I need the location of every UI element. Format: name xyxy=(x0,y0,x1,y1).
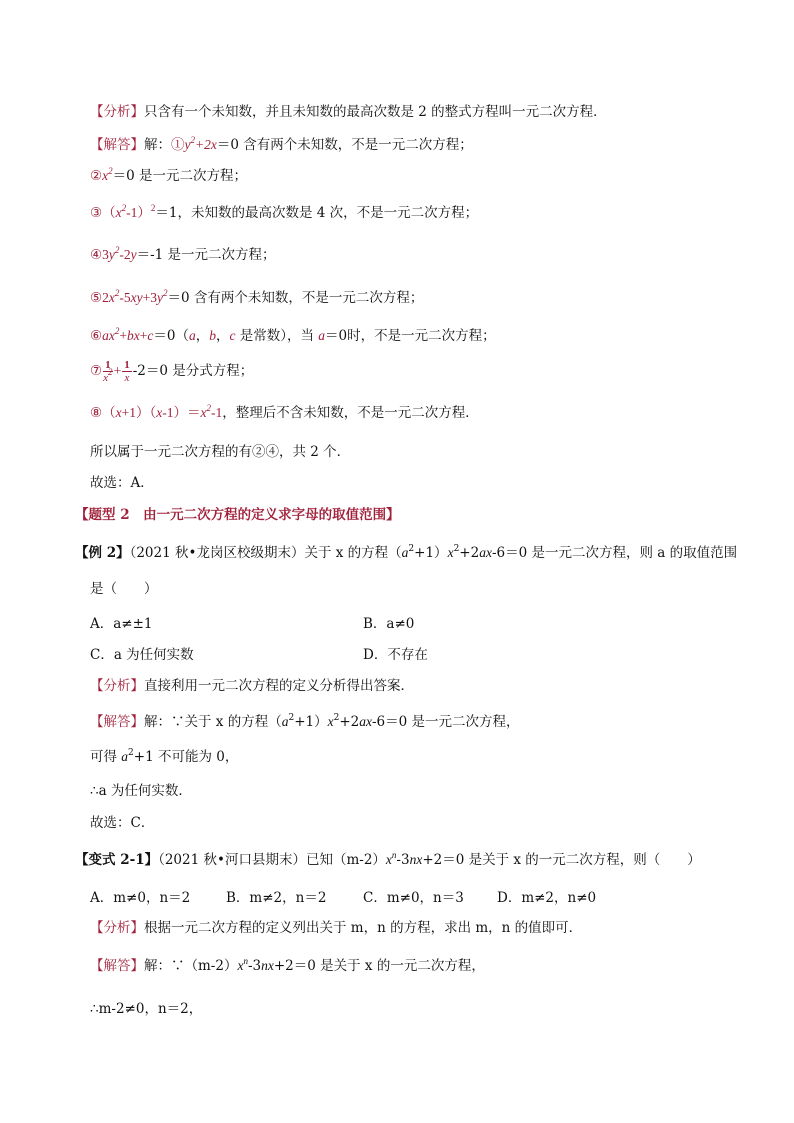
item-number: ⑥ xyxy=(90,328,103,344)
answer-tag: 【解答】 xyxy=(90,958,144,974)
answer-text-a: 解：∵（m-2） xyxy=(144,958,238,974)
equation-2: $x^2$ xyxy=(102,166,113,183)
example-2-option-a: A．a≠±1 xyxy=(90,616,153,632)
analysis-1 xyxy=(90,103,607,121)
answer-1-item-5 xyxy=(90,289,423,307)
variant-source: （2021 秋•河口县期末） xyxy=(158,852,306,868)
item-text: ，整理后不含未知数，不是一元二次方程． xyxy=(222,405,479,421)
answer-text-b: ＝0 是关于 x 的一元二次方程， xyxy=(293,958,485,974)
variant-option-a: A．m≠0，n＝2 xyxy=(90,890,191,906)
item-number: ⑧ xyxy=(90,405,103,421)
item-text: ＝0 是一元二次方程； xyxy=(112,168,247,184)
equation-8: $(x+1)(x-1)=x^2-1$ xyxy=(102,403,223,420)
step-text: 不可能为 0， xyxy=(157,749,239,765)
analysis-tag: 【分析】 xyxy=(90,678,144,694)
equation-5: $2x^2-5xy+3y^2$ xyxy=(102,288,168,305)
answer-tag: 【解答】 xyxy=(90,714,144,730)
item-text: ＝-1 是一元二次方程； xyxy=(136,247,276,263)
example-2-option-c: C．a 为任何实数 xyxy=(90,647,194,663)
item-text: ＝0 含有两个未知数，不是一元二次方程； xyxy=(167,290,424,306)
equation-6: $ax^2+bx+c$ xyxy=(102,326,154,343)
item-text: -2＝0 是分式方程； xyxy=(132,363,254,379)
analysis-text: 根据一元二次方程的定义列出关于 m，n 的方程，求出 m，n 的值即可． xyxy=(144,920,583,936)
fraction-1-over-x-squared: $\frac{1}{x^2}$ xyxy=(103,359,113,384)
answer-1-item-4 xyxy=(90,246,276,264)
answer-1-item-3 xyxy=(90,204,478,222)
variant-text-a: 已知（m-2） xyxy=(305,852,386,868)
equation-3: $(x^2-1)^2$ xyxy=(102,203,156,220)
variant-2-1-stem: 【变式 2-1】（2021 秋•河口县期末）已知$(m-2)x^n-3nx+2=0$ 是关于 x 的一元二次方程，则（ ） xyxy=(75,850,701,868)
example-2-analysis xyxy=(90,677,414,695)
equation-4: $3y^2-2y$ xyxy=(102,245,137,262)
example-2-stem: 【例 2】（2021 秋•龙岗区校级期末）关于 x 的方程$(a^2+1)x^2+2ax-6=0$ 是一元二次方程，则 a 的取值范围 xyxy=(75,544,738,561)
variant-step-1: ∴m-2≠0，n＝2， xyxy=(90,1001,203,1017)
item-text: ＝0（ xyxy=(153,328,189,344)
answer-1-item-1 xyxy=(90,136,473,154)
item-number: ③ xyxy=(90,205,103,221)
analysis-text: 只含有一个未知数，并且未知数的最高次数是 2 的整式方程叫一元二次方程． xyxy=(144,104,607,120)
item-number: ② xyxy=(90,168,103,184)
item-text-2: 是常数），当 xyxy=(239,328,319,344)
section-title: 【题型 2 由一元二次方程的定义求字母的取值范围】 xyxy=(75,507,400,523)
variant-tag: 【变式 2-1】 xyxy=(75,852,159,868)
variant-option-b: B．m≠2，n＝2 xyxy=(226,890,327,906)
answer-prefix: 解： xyxy=(144,137,171,153)
item-number: ⑦ xyxy=(90,363,103,379)
example-text-b: ＝0 是一元二次方程，则 a 的取值范围 xyxy=(505,545,738,561)
variant-answer: 【解答】解：$\because(m-2)x^n-3nx+2=0$ 是关于 x 的一元二次方程， xyxy=(90,956,485,974)
item-text: ＝0 含有两个未知数，不是一元二次方程； xyxy=(216,137,473,153)
answer-1-summary: 所以属于一元二次方程的有②④，共 2 个． xyxy=(90,444,351,460)
variant-analysis xyxy=(90,919,582,937)
item-text-3: ＝0时，不是一元二次方程； xyxy=(325,328,496,344)
example-2-answer: 【解答】解：∵关于 x 的方程$(a^2+1)x^2+2ax-6=0$ 是一元二次方程， xyxy=(90,713,520,730)
answer-1-choice: 故选：A． xyxy=(90,475,154,491)
example-2-choice: 故选：C． xyxy=(90,815,155,831)
example-tag: 【例 2】 xyxy=(75,545,130,561)
answer-1-item-8 xyxy=(90,404,479,422)
analysis-tag: 【分析】 xyxy=(90,104,144,120)
example-text-a: 关于 x 的方程（ xyxy=(304,545,402,561)
answer-1-item-2 xyxy=(90,167,247,185)
analysis-tag: 【分析】 xyxy=(90,920,144,936)
analysis-text: 直接利用一元二次方程的定义分析得出答案． xyxy=(144,678,414,694)
item-number: ④ xyxy=(90,247,103,263)
variant-option-d: D．m≠2，n≠0 xyxy=(497,890,597,906)
equation-1: $y^2+2x$ xyxy=(184,135,217,152)
variant-text-b: ＝0 是关于 x 的一元二次方程，则（ ） xyxy=(442,852,701,868)
item-number: ① xyxy=(171,137,185,153)
answer-text-a: 解：∵关于 x 的方程（ xyxy=(144,714,282,730)
example-2-option-d: D．不存在 xyxy=(363,647,428,663)
answer-1-item-6: $⑥ax^2+bx+c=0(a$，b，c 是常数），当 a＝0时，不是一元二次方程； xyxy=(90,326,496,344)
example-2-step-1: 可得 $a^2+1$ 不可能为 0， xyxy=(90,748,239,765)
example-2-option-b: B．a≠0 xyxy=(363,616,415,632)
answer-1-item-7: ⑦ $\frac{1}{x^2}$ + $\frac{1}{x}$ -2＝0 是分式方程； xyxy=(90,359,254,384)
example-2-stem-cont: 是（ ） xyxy=(90,581,158,597)
answer-text-b: ＝0 是一元二次方程， xyxy=(385,714,520,730)
example-source: （2021 秋•龙岗区校级期末） xyxy=(129,545,305,561)
answer-tag: 【解答】 xyxy=(90,137,144,153)
item-number: ⑤ xyxy=(90,290,103,306)
item-text: ＝1，未知数的最高次数是 4 次，不是一元二次方程； xyxy=(155,205,479,221)
fraction-1-over-x: $\frac{1}{x}$ xyxy=(124,359,130,384)
example-2-step-2: ∴a 为任何实数． xyxy=(90,783,192,799)
variant-option-c: C．m≠0，n＝3 xyxy=(363,890,464,906)
